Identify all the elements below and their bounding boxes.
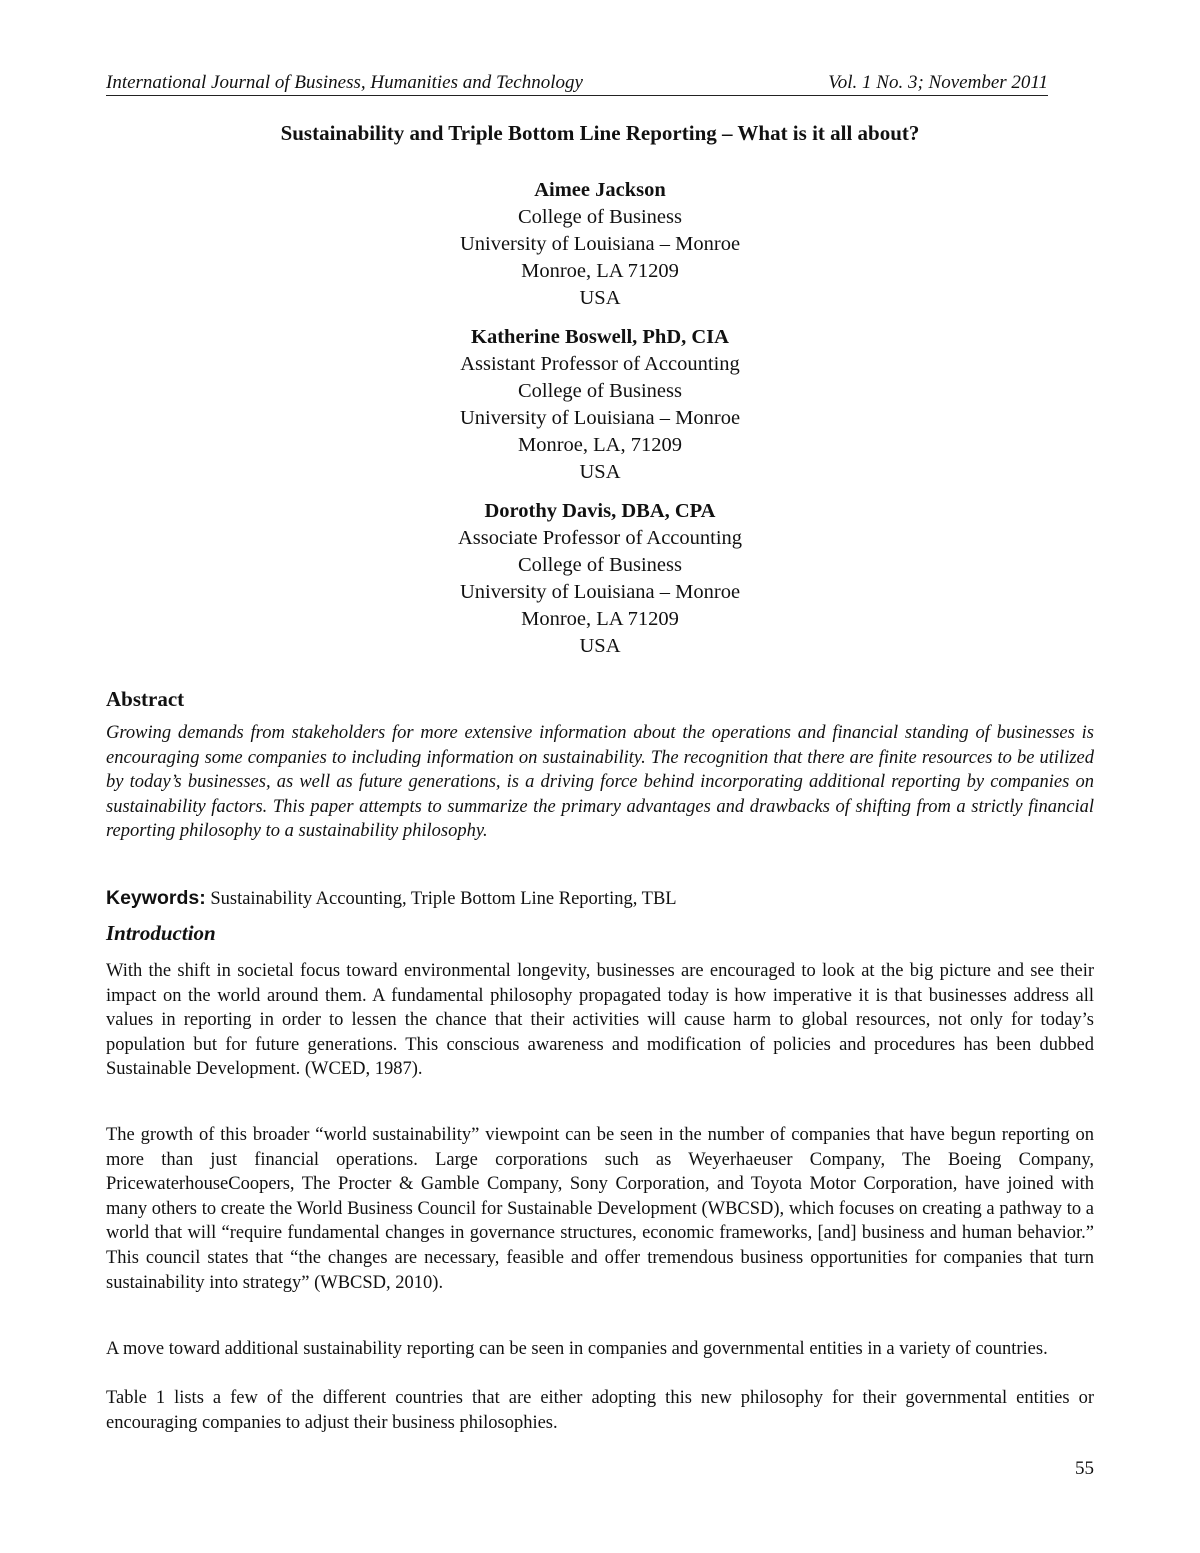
issue-info: Vol. 1 No. 3; November 2011 [828, 72, 1048, 93]
body-paragraph: Table 1 lists a few of the different countries that are either adopting this new philosophy for their governmental entities or encouraging companies to adjust their business philosophies. [106, 1388, 1094, 1433]
author-affiliation-line: University of Louisiana – Monroe [459, 407, 741, 429]
author-affiliation-line: Monroe, LA 71209 [521, 260, 679, 282]
body-paragraph: A move toward additional sustainability reporting can be seen in companies and governmental entities in a variety of countries. [106, 1339, 1048, 1359]
author-affiliation-line: Assistant Professor of Accounting [460, 353, 740, 375]
author-affiliation-line: College of Business [518, 554, 682, 576]
keywords-text: Sustainability Accounting, Triple Bottom Line Reporting, TBL [205, 889, 677, 909]
author-affiliation-line: University of Louisiana – Monroe [459, 233, 741, 255]
author-name: Katherine Boswell, PhD, CIA [471, 326, 729, 348]
author-affiliation-line: Monroe, LA, 71209 [518, 434, 682, 456]
body-paragraph: The growth of this broader “world sustainability” viewpoint can be seen in the number of companies that have begun reporting on more than just financial operations. Large corporations such as Weyerhaeuser Company, The Boeing Company, PricewaterhouseCoopers, The Procter & Gamble Company, Sony Corporation, and Toyota Motor Corporation, have joined with many others to create the World Business Council for Sustainable Development (WBCSD), which focuses on creating a pathway to a world that will “require fundamental changes in governance structures, economic frameworks, [and] business and human behavior.” This council states that “the changes are necessary, feasible and offer tremendous business opportunities for companies that turn sustainability into strategy” (WBCSD, 2010). [106, 1125, 1094, 1293]
author-affiliation-line: College of Business [518, 206, 682, 228]
author-affiliation-line: College of Business [518, 380, 682, 402]
author-2 [0, 324, 1200, 486]
author-3 [0, 498, 1200, 660]
author-affiliation-line: USA [579, 635, 621, 657]
keywords-label: Keywords: [106, 887, 206, 909]
abstract-heading: Abstract [106, 687, 185, 711]
keywords-line [106, 886, 1094, 911]
page-number: 55 [1075, 1458, 1094, 1479]
journal-name: International Journal of Business, Humanities and Technology [106, 72, 583, 93]
running-header [106, 72, 1048, 96]
author-affiliation-line: Monroe, LA 71209 [521, 608, 679, 630]
introduction-heading: Introduction [106, 921, 216, 945]
author-1 [0, 177, 1200, 312]
author-affiliation-line: USA [579, 287, 621, 309]
author-affiliation-line: USA [579, 461, 621, 483]
author-name: Aimee Jackson [534, 179, 666, 201]
body-paragraph: With the shift in societal focus toward environmental longevity, businesses are encouraged to look at the big picture and see their impact on the world around them. A fundamental philosophy propagated today is how imperative it is that businesses address all values in reporting in order to lessen the chance that their activities will cause harm to global resources, not only for today’s population but for future generations. This conscious awareness and modification of policies and procedures has been dubbed Sustainable Development. (WCED, 1987). [106, 961, 1094, 1080]
author-affiliation-line: Associate Professor of Accounting [457, 527, 743, 549]
author-block [0, 177, 1200, 672]
abstract-body: Growing demands from stakeholders for more extensive information about the operations and financial standing of businesses is encouraging some companies to including information on sustainability. The recognition that there are finite resources to be utilized by today’s businesses, as well as future generations, is a driving force behind incorporating additional reporting by companies on sustainability factors. This paper attempts to summarize the primary advantages and drawbacks of shifting from a strictly financial reporting philosophy to a sustainability philosophy. [106, 723, 1094, 842]
paper-title: Sustainability and Triple Bottom Line Reporting – What is it all about? [280, 121, 920, 145]
author-name: Dorothy Davis, DBA, CPA [484, 500, 716, 522]
author-affiliation-line: University of Louisiana – Monroe [459, 581, 741, 603]
